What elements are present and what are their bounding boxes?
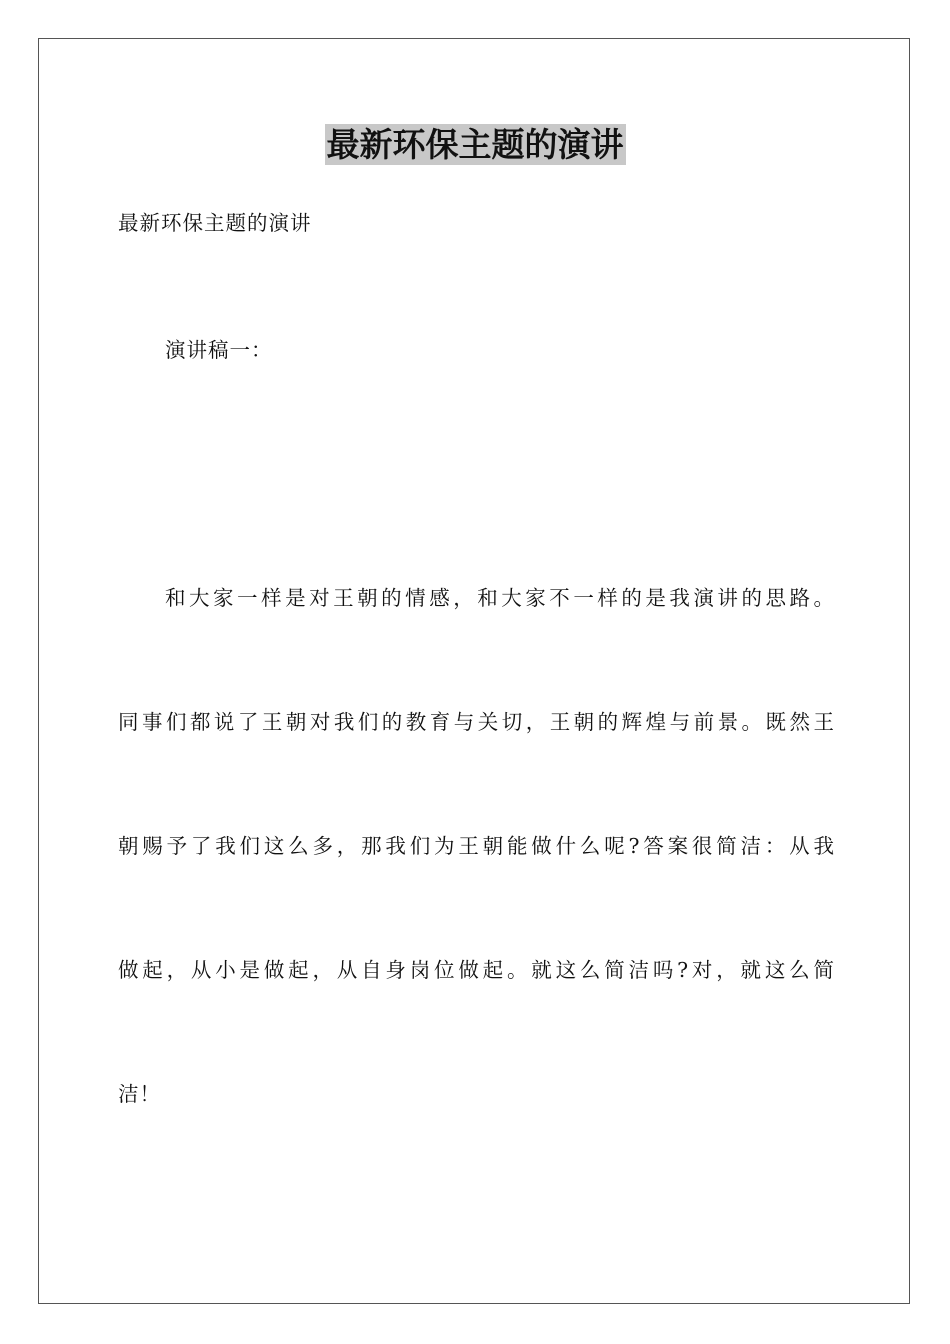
section-heading: 演讲稿一： (165, 338, 273, 362)
paragraph-line: 同事们都说了王朝对我们的教育与关切，王朝的辉煌与前景。既然王 (118, 710, 834, 734)
paragraph-line: 洁！ (118, 1082, 161, 1106)
document-title (0, 124, 950, 165)
paragraph-line: 做起，从小是做起，从自身岗位做起。就这么简洁吗?对，就这么简 (118, 958, 834, 982)
document-subtitle: 最新环保主题的演讲 (118, 211, 312, 235)
paragraph-line: 朝赐予了我们这么多，那我们为王朝能做什么呢?答案很简洁：从我 (118, 834, 834, 858)
paragraph-line: 和大家一样是对王朝的情感，和大家不一样的是我演讲的思路。 (165, 586, 834, 610)
document-title-text: 最新环保主题的演讲 (326, 125, 624, 164)
